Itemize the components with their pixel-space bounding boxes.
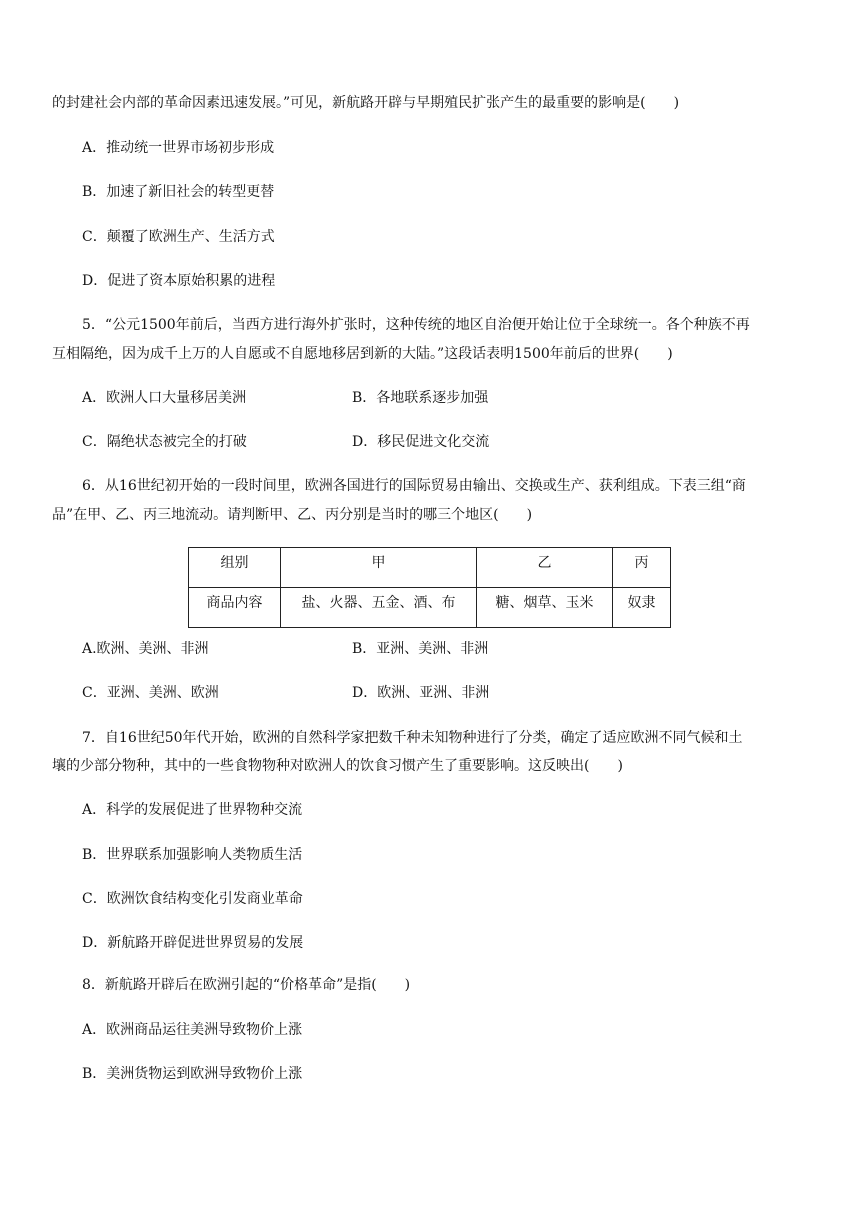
q6-stem-line1: 6．从16世纪初开始的一段时间里，欧洲各国进行的国际贸易由输出、交换或生产、获利组成。下表三组“商 xyxy=(82,478,746,494)
q5-option-d: D．移民促进文化交流 xyxy=(352,434,490,450)
table-cell: 组别 xyxy=(189,548,281,588)
q4-stem-tail: 的封建社会内部的革命因素迅速发展。”可见，新航路开辟与早期殖民扩张产生的最重要的影响是( ) xyxy=(52,95,680,111)
q6-stem-line2: 品”在甲、乙、丙三地流动。请判断甲、乙、丙分别是当时的哪三个地区( ) xyxy=(52,507,533,523)
q6-option-d: D．欧洲、亚洲、非洲 xyxy=(352,685,490,701)
q6-goods-table xyxy=(188,547,671,628)
q5-stem-line2: 互相隔绝，因为成千上万的人自愿或不自愿地移居到新的大陆。”这段话表明1500年前后的世界( ) xyxy=(52,346,673,362)
q4-option-b: B．加速了新旧社会的转型更替 xyxy=(82,184,275,200)
q6-option-a: A.欧洲、美洲、非洲 xyxy=(82,641,209,657)
q4-option-d: D．促进了资本原始积累的进程 xyxy=(82,273,276,289)
q7-stem-line2: 壤的少部分物种，其中的一些食物物种对欧洲人的饮食习惯产生了重要影响。这反映出( ) xyxy=(52,758,623,774)
q5-stem-line1: 5．“公元1500年前后，当西方进行海外扩张时，这种传统的地区自治便开始让位于全球统一。各个种族不再 xyxy=(82,317,750,333)
q4-option-c: C．颠覆了欧洲生产、生活方式 xyxy=(82,229,275,245)
table-cell: 乙 xyxy=(477,548,613,588)
q6-option-c: C．亚洲、美洲、欧洲 xyxy=(82,685,219,701)
q4-option-a: A．推动统一世界市场初步形成 xyxy=(82,140,275,156)
q8-stem: 8．新航路开辟后在欧洲引起的“价格革命”是指( ) xyxy=(82,977,411,993)
table-cell: 丙 xyxy=(613,548,671,588)
q7-option-b: B．世界联系加强影响人类物质生活 xyxy=(82,847,303,863)
table-row xyxy=(189,588,671,628)
table-cell: 糖、烟草、玉米 xyxy=(477,588,613,628)
table-cell: 甲 xyxy=(281,548,477,588)
q8-option-a: A．欧洲商品运往美洲导致物价上涨 xyxy=(82,1022,303,1038)
table-header-row xyxy=(189,548,671,588)
q7-option-a: A．科学的发展促进了世界物种交流 xyxy=(82,802,303,818)
q5-option-a: A．欧洲人口大量移居美洲 xyxy=(82,390,247,406)
q7-stem-line1: 7．自16世纪50年代开始，欧洲的自然科学家把数千种未知物种进行了分类，确定了适应欧洲不同气候和土 xyxy=(82,730,743,746)
q5-option-b: B．各地联系逐步加强 xyxy=(352,390,489,406)
q5-option-c: C．隔绝状态被完全的打破 xyxy=(82,434,247,450)
q6-option-b: B．亚洲、美洲、非洲 xyxy=(352,641,489,657)
table-cell: 奴隶 xyxy=(613,588,671,628)
q8-option-b: B．美洲货物运到欧洲导致物价上涨 xyxy=(82,1066,303,1082)
q7-option-d: D．新航路开辟促进世界贸易的发展 xyxy=(82,935,304,951)
table-cell: 盐、火器、五金、酒、布 xyxy=(281,588,477,628)
q7-option-c: C．欧洲饮食结构变化引发商业革命 xyxy=(82,891,303,907)
table-cell: 商品内容 xyxy=(189,588,281,628)
